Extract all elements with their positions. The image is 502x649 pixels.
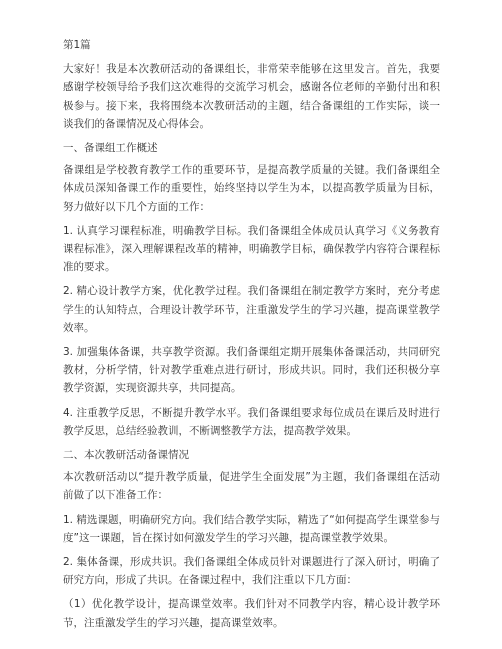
section-preparation-paragraph: 本次教研活动以“提升教学质量，促进学生全面发展”为主题，我们备课组在活动前做了以下准备工作： [63,471,440,502]
section-overview-paragraph: 备课组是学校教育教学工作的重要环节，是提高教学质量的关键。我们备课组全体成员深知备课工作的重要性，始终坚持以学生为本，以提高教学质量为目标，努力做好以下几个方面的工作： [63,164,440,213]
document-body [63,36,440,635]
list-item: 2. 精心设计教学方案，优化教学过程。我们备课组在制定教学方案时，充分考虑学生的认知特点，合理设计教学环节，注重激发学生的学习兴趣，提高课堂教学效率。 [63,285,440,334]
list-item: 2. 集体备课，形成共识。我们备课组全体成员针对课题进行了深入研讨，明确了研究方向，形成了共识。在备课过程中，我们注重以下几方面： [63,556,440,587]
list-item: 3. 加强集体备课，共享教学资源。我们备课组定期开展集体备课活动，共同研究教材，分析学情，针对教学重难点进行研讨，形成共识。同时，我们还积极分享教学资源，实现资源共享，共同提高。 [63,346,440,395]
list-item: 1. 认真学习课程标准，明确教学目标。我们备课组全体成员认真学习《义务教育课程标准》，深入理解课程改革的精神，明确教学目标，确保教学内容符合课程标准的要求。 [63,224,440,274]
list-item: 1. 精选课题，明确研究方向。我们结合教学实际，精选了“如何提高学生课堂参与度”这一课题，旨在探讨如何激发学生的学习兴趣，提高课堂教学效果。 [63,513,440,544]
chapter-label: 第1篇 [63,39,91,51]
intro-paragraph: 大家好！我是本次教研活动的备课组长，非常荣幸能够在这里发言。首先，我要感谢学校领导给予我们这次难得的交流学习机会，感谢各位老师的辛勤付出和积极参与。接下来，我将围绕本次教研活动的主题，结合备课组的工作实际，谈一谈我们的备课情况及心得体会。 [63,63,440,130]
list-item: 4. 注重教学反思，不断提升教学水平。我们备课组要求每位成员在课后及时进行教学反思，总结经验教训，不断调整教学方法，提高教学效果。 [63,406,440,437]
section-heading-preparation: 二、本次教研活动备课情况 [63,449,189,462]
section-heading-overview: 一、备课组工作概述 [63,142,158,155]
sub-list-item: （1）优化教学设计，提高课堂效率。我们针对不同教学内容，精心设计教学环节，注重激发学生的学习兴趣，提高课堂效率。 [63,598,440,629]
